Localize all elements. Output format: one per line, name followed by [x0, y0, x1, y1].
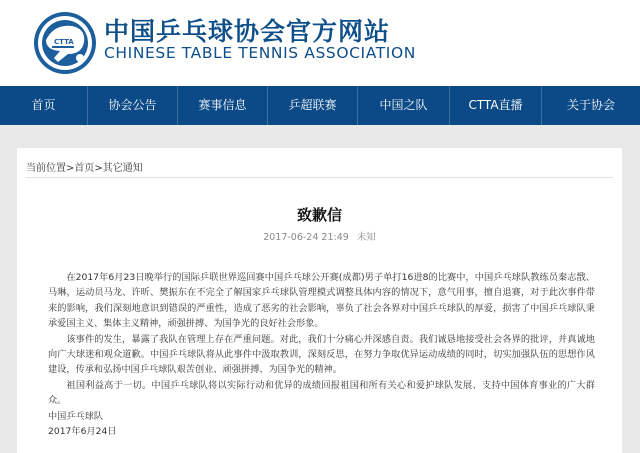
- article-source: 未知: [356, 232, 376, 243]
- svg-text:CTTA: CTTA: [54, 38, 74, 46]
- breadcrumb-current-link[interactable]: 其它通知: [102, 163, 143, 174]
- nav-item-national-team[interactable]: 中国之队: [358, 86, 450, 125]
- nav-item-super-league[interactable]: 乒超联赛: [268, 86, 358, 125]
- breadcrumb-label: 当前位置: [26, 163, 66, 174]
- article-panel: [17, 148, 622, 453]
- article-paragraph: 祖国利益高于一切。中国乒乓球队将以实际行动和优异的成绩回报祖国和所有关心和爱护球队发展、支持中国体育事业的广大群众。: [48, 379, 595, 407]
- article-date: 2017-06-24 21:49: [263, 232, 349, 243]
- ping-pong-paddle-logo-icon[interactable]: [32, 10, 98, 76]
- nav-item-announcements[interactable]: 协会公告: [88, 86, 178, 125]
- article-body: [48, 270, 595, 439]
- breadcrumb: [26, 159, 143, 174]
- article-paragraph: 该事件的发生，暴露了我队在管理上存在严重问题。对此，我们十分痛心并深感自责。我们诚恳地接受社会各界的批评，并真诚地向广大球迷和观众道歉。中国乒乓球队将从此事件中汲取教训，深刻反思，在努力争取优异运动成绩的同时，切实加强队伍的思想作风建设，传承和弘扬中国乒乓球队艰苦创业、顽强拼搏、为国争光的精神。: [48, 333, 595, 376]
- breadcrumb-separator: >: [94, 163, 103, 174]
- site-title-en: CHINESE TABLE TENNIS ASSOCIATION: [104, 44, 416, 62]
- nav-item-home[interactable]: 首页: [0, 86, 88, 125]
- breadcrumb-separator: >: [66, 163, 75, 174]
- site-title-cn: 中国乒乓球协会官方网站: [104, 17, 391, 46]
- breadcrumb-home-link[interactable]: 首页: [74, 163, 95, 174]
- main-nav: [0, 86, 640, 125]
- nav-item-about[interactable]: 关于协会: [566, 98, 615, 112]
- site-header: [0, 0, 640, 86]
- article-sign-date: 2017年6月24日: [48, 426, 117, 438]
- article-title: 致歉信: [296, 206, 342, 224]
- article-meta: [17, 229, 622, 243]
- article-paragraph: 在2017年6月23日晚举行的国际乒联世界巡回赛中国乒乓球公开赛(成都)男子单打16进8的比赛中，中国乒乓球队教练员秦志戬、马琳，运动员马龙、许昕、樊振东在不完全了解国家乒乓球队管理模式调整具体内容的情况下，意气用事，擅自退赛，对于此次事件带来的影响，我们深刻地意识到错误的严重性，造成了恶劣的社会影响，辜负了社会各界对中国乒乓球队的厚爱，损害了中国乒乓球队秉承爱国主义、集体主义精神，顽强拼搏、为国争光的良好社会形象。: [48, 272, 595, 330]
- divider: [26, 177, 613, 178]
- article-signature: 中国乒乓球队: [48, 410, 104, 422]
- nav-item-events[interactable]: 赛事信息: [178, 86, 268, 125]
- nav-item-live[interactable]: CTTA直播: [450, 86, 542, 125]
